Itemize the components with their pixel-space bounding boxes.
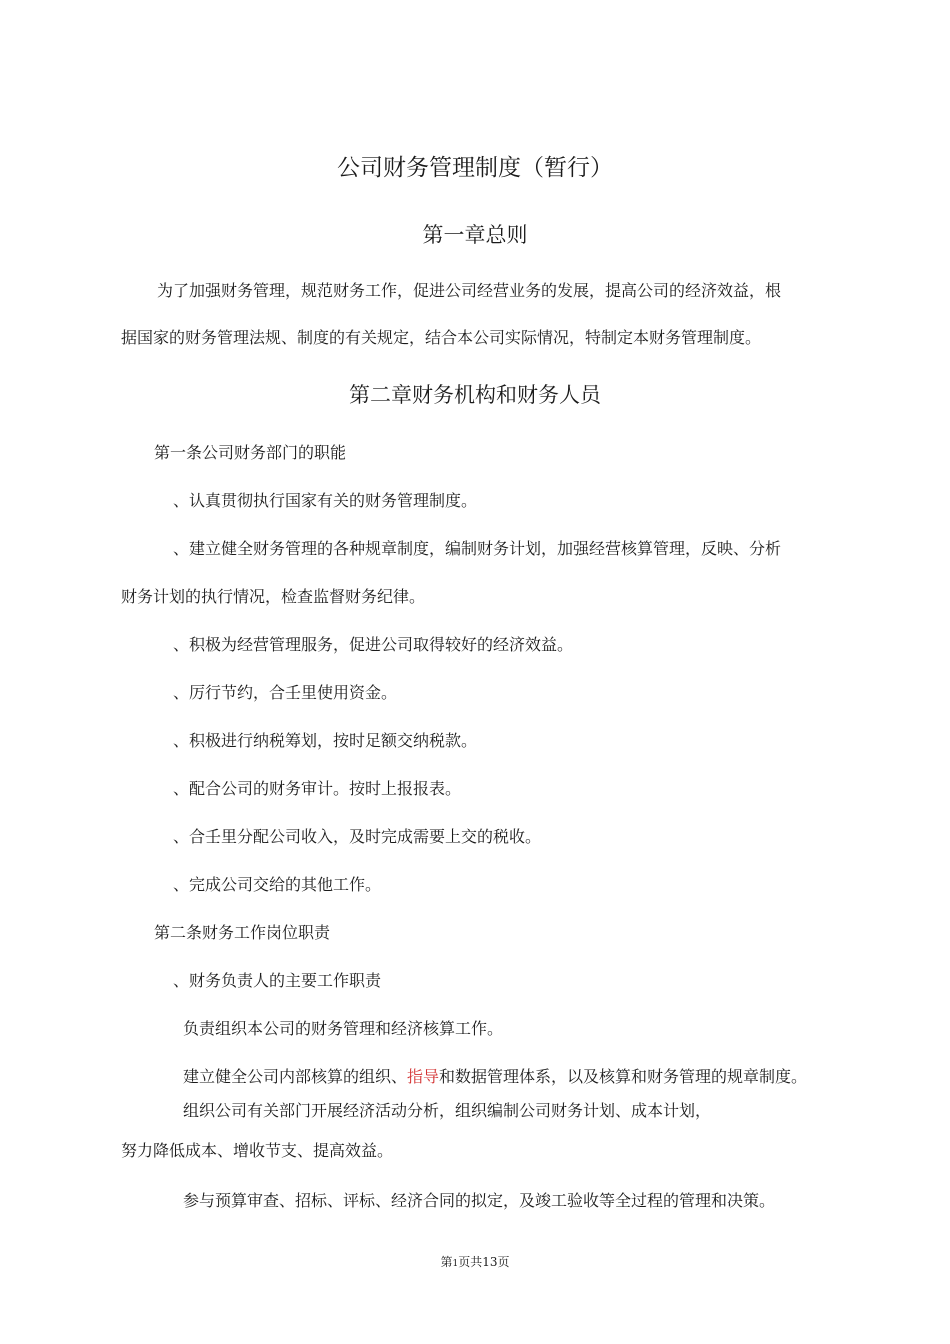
article-1-item: 、厉行节约，合壬里使用资金。 [173, 683, 398, 702]
article-1-item: 、认真贯彻执行国家有关的财务管理制度。 [173, 491, 478, 510]
article-1-item: 、合壬里分配公司收入，及时完成需要上交的税收。 [173, 827, 542, 846]
chapter-1-heading: 第一章总则 [422, 223, 528, 247]
footer-suffix: 页 [497, 1255, 510, 1269]
article-1-item: 、积极进行纳税筹划，按时足额交纳税款。 [173, 731, 478, 750]
duty-line-2-after: 和数据管理体系，以及核算和财务管理的规章制度。 [439, 1067, 808, 1086]
article-1-item-continuation: 财务计划的执行情况，检查监督财务纪律。 [121, 587, 426, 606]
intro-paragraph-line-2: 据国家的财务管理法规、制度的有关规定，结合本公司实际情况，特制定本财务管理制度。 [121, 328, 762, 347]
article-1-item: 、配合公司的财务审计。按时上报报表。 [173, 779, 462, 798]
duty-line-1: 负责组织本公司的财务管理和经济核算工作。 [183, 1019, 504, 1038]
article-1-item: 、建立健全财务管理的各种规章制度，编制财务计划，加强经营核算管理，反映、分析 [173, 539, 782, 558]
duty-line-3-continuation: 努力降低成本、增收节支、提高效益。 [121, 1141, 394, 1160]
intro-paragraph-line-1: 为了加强财务管理，规范财务工作，促进公司经营业务的发展，提高公司的经济效益，根 [157, 281, 782, 300]
footer-middle: 页共 [458, 1255, 483, 1269]
duty-line-2-before: 建立健全公司内部核算的组织、 [183, 1067, 408, 1086]
page-footer [0, 1254, 950, 1272]
footer-total-pages: 13 [482, 1255, 498, 1269]
article-1-heading: 第一条公司财务部门的职能 [154, 443, 347, 462]
article-1-item: 、完成公司交给的其他工作。 [173, 875, 382, 894]
article-1-item: 、积极为经营管理服务，促进公司取得较好的经济效益。 [173, 635, 574, 654]
duty-line-3: 组织公司有关部门开展经济活动分析，组织编制公司财务计划、成本计划， [183, 1101, 712, 1120]
article-2-heading: 第二条财务工作岗位职责 [154, 923, 331, 942]
duty-line-4: 参与预算审查、招标、评标、经济合同的拟定，及竣工验收等全过程的管理和决策。 [183, 1191, 776, 1210]
article-2-sub-heading: 、财务负责人的主要工作职责 [173, 971, 382, 990]
chapter-2-heading: 第二章财务机构和财务人员 [349, 383, 601, 407]
highlighted-term: 指导 [407, 1067, 440, 1086]
footer-page-number: 1 [452, 1259, 459, 1269]
document-title: 公司财务管理制度（暂行） [337, 155, 613, 181]
footer-prefix: 第 [440, 1255, 453, 1269]
duty-line-2 [183, 1067, 807, 1087]
